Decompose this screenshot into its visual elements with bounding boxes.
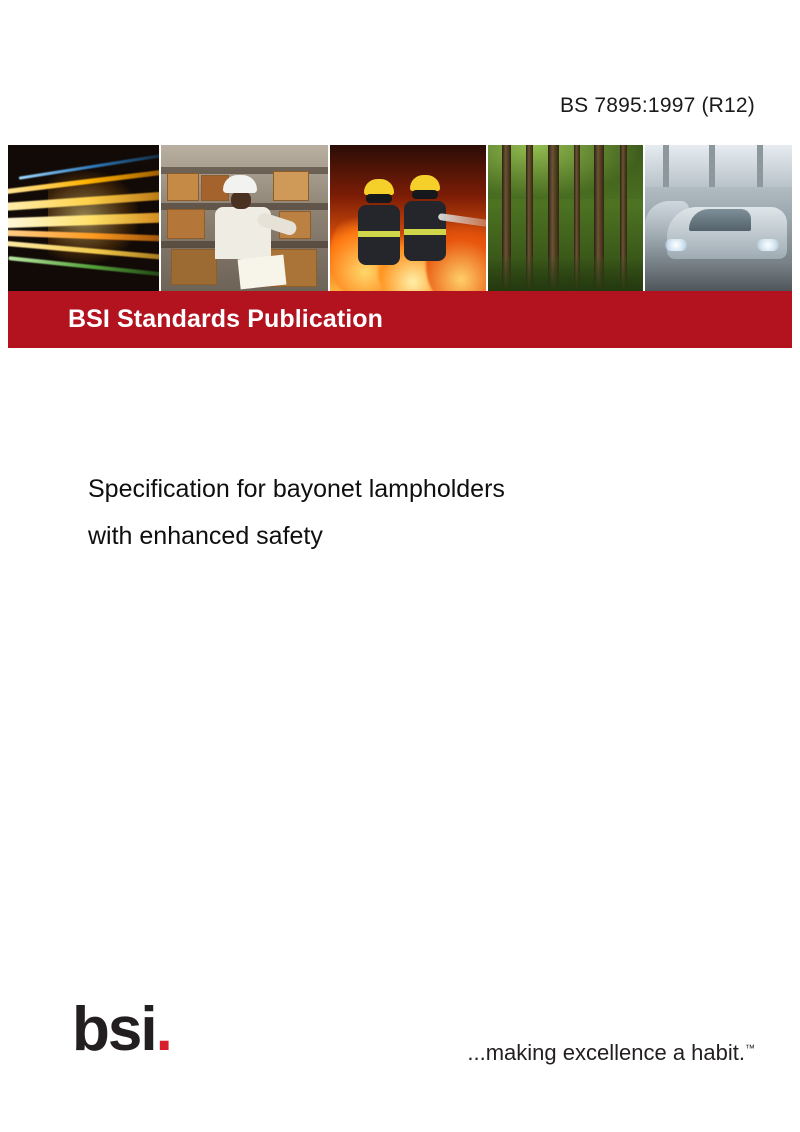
decorative-box <box>167 173 199 201</box>
decorative-visor <box>366 194 392 203</box>
warehouse-worker-inventory-image <box>161 145 330 291</box>
decorative-hard-hat <box>223 175 257 193</box>
page-title-line-1: Specification for bayonet lampholders <box>88 475 505 503</box>
page-title-line-2: with enhanced safety <box>88 522 323 550</box>
publication-band-label: BSI Standards Publication <box>68 305 384 333</box>
decorative-helmet <box>364 179 394 195</box>
standard-reference-number: BS 7895:1997 (R12) <box>559 94 755 117</box>
bsi-logo <box>72 995 171 1064</box>
page-title <box>88 466 728 560</box>
bsi-tagline-text: ...making excellence a habit. <box>467 1040 745 1065</box>
decorative-helmet <box>410 175 440 191</box>
bsi-logo-dot: . <box>155 995 171 1064</box>
decorative-headlamp <box>665 239 687 251</box>
decorative-hi-vis-stripe <box>404 229 446 235</box>
pine-forest-sunlight-image <box>488 145 645 291</box>
decorative-beam <box>709 145 715 187</box>
firefighters-extinguishing-flames-image <box>330 145 487 291</box>
decorative-paperwork <box>238 255 287 290</box>
decorative-headlamp <box>757 239 779 251</box>
bsi-tagline <box>467 1040 755 1066</box>
light-trails-night-transport-image <box>8 145 161 291</box>
car-assembly-line-manufacturing-image <box>645 145 792 291</box>
decorative-windshield <box>689 209 751 231</box>
decorative-box <box>273 171 309 201</box>
decorative-hi-vis-stripe <box>358 231 400 237</box>
decorative-box <box>171 249 217 285</box>
decorative-forest-floor <box>488 257 643 291</box>
decorative-beam <box>757 145 763 187</box>
decorative-factory-floor <box>645 261 792 291</box>
decorative-worker-face <box>231 191 251 209</box>
bsi-logo-wordmark: bsi <box>72 995 156 1064</box>
trademark-symbol: ™ <box>745 1043 755 1055</box>
cover-image-strip <box>8 145 792 291</box>
decorative-box <box>167 209 205 239</box>
decorative-beam <box>663 145 669 187</box>
decorative-visor <box>412 190 438 199</box>
publication-band <box>8 291 792 348</box>
